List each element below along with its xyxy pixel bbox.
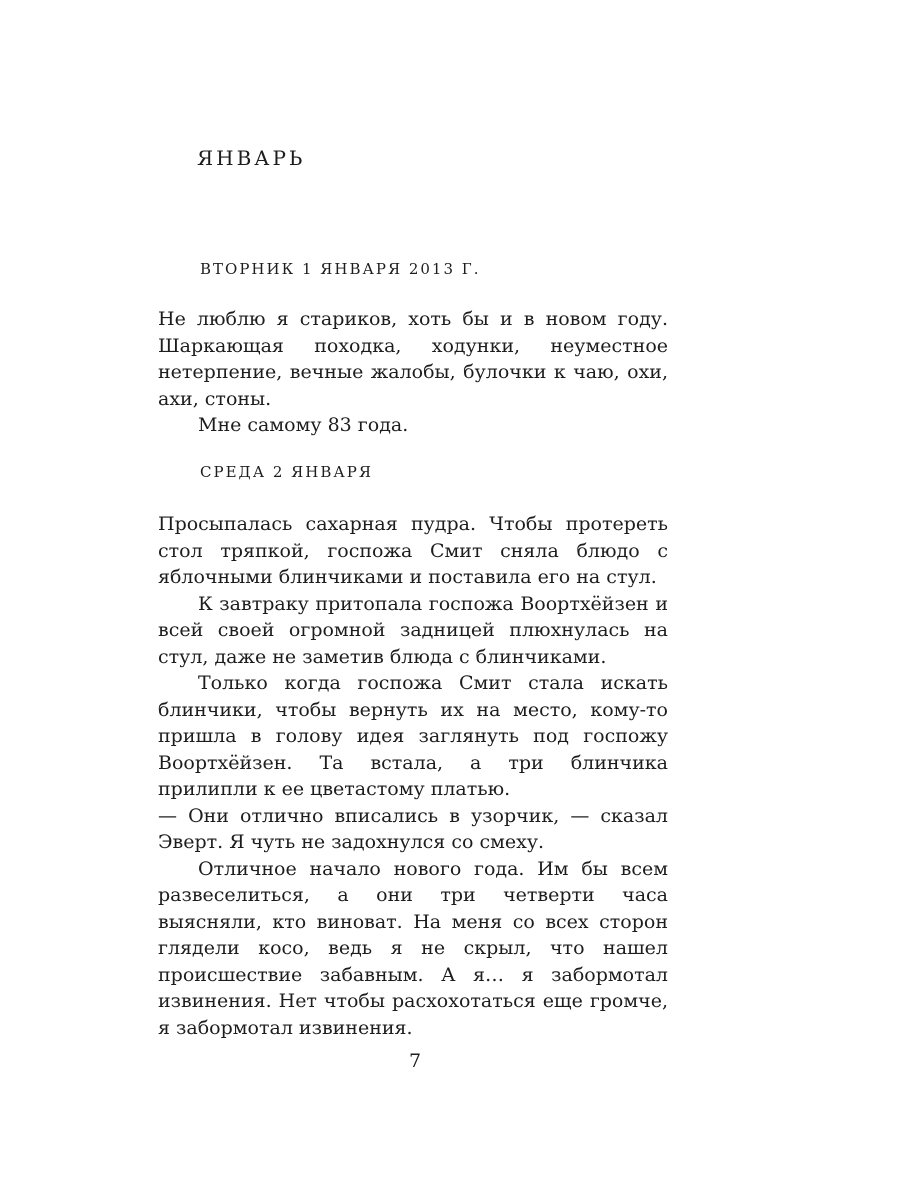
entry-date-heading: ВТОРНИК 1 ЯНВАРЯ 2013 Г. <box>200 260 481 278</box>
page-number: 7 <box>408 1050 422 1072</box>
chapter-title: январь <box>197 139 306 172</box>
entry-paragraph: Отличное начало нового года. Им бы всем развеселиться, а они три четверти часа выясняли, кто виноват. На меня со всех сторон глядели косо, ведь я не скрыл, что нашел происшествие забавным. А я… я забормотал извинения. Нет чтобы расхохотаться еще громче, я забормотал извинения. <box>158 857 668 1039</box>
diary-entry <box>158 511 668 1041</box>
diary-entry <box>158 306 668 439</box>
entry-date-heading: СРЕДА 2 ЯНВАРЯ <box>200 463 373 481</box>
entry-paragraph: Только когда госпожа Смит стала искать блинчики, чтобы вернуть их на место, кому-то пришла в голову идея заглянуть под госпожу Воортхёйзен. Та встала, а три блинчика прилипли к ее цветастому платью. <box>158 672 668 800</box>
entry-paragraph: Не люблю я стариков, хоть бы и в новом году. Шаркающая походка, ходунки, неуместное нетерпение, вечные жалобы, булочки к чаю, охи, ахи, стоны. <box>158 308 668 410</box>
dialogue-paragraph: — Они отлично вписались в узорчик, — сказал Эверт. Я чуть не задохнулся со смеху. <box>158 804 668 853</box>
entry-paragraph: Просыпалась сахарная пудра. Чтобы протереть стол тряпкой, госпожа Смит сняла блюдо с яблочными блинчиками и поставила его на стул. <box>158 513 668 588</box>
entry-paragraph: К завтраку притопала госпожа Воортхёйзен и всей своей огромной задницей плюхнулась на стул, даже не заметив блюда с блинчиками. <box>158 592 668 668</box>
entry-paragraph: Мне самому 83 года. <box>198 414 409 436</box>
